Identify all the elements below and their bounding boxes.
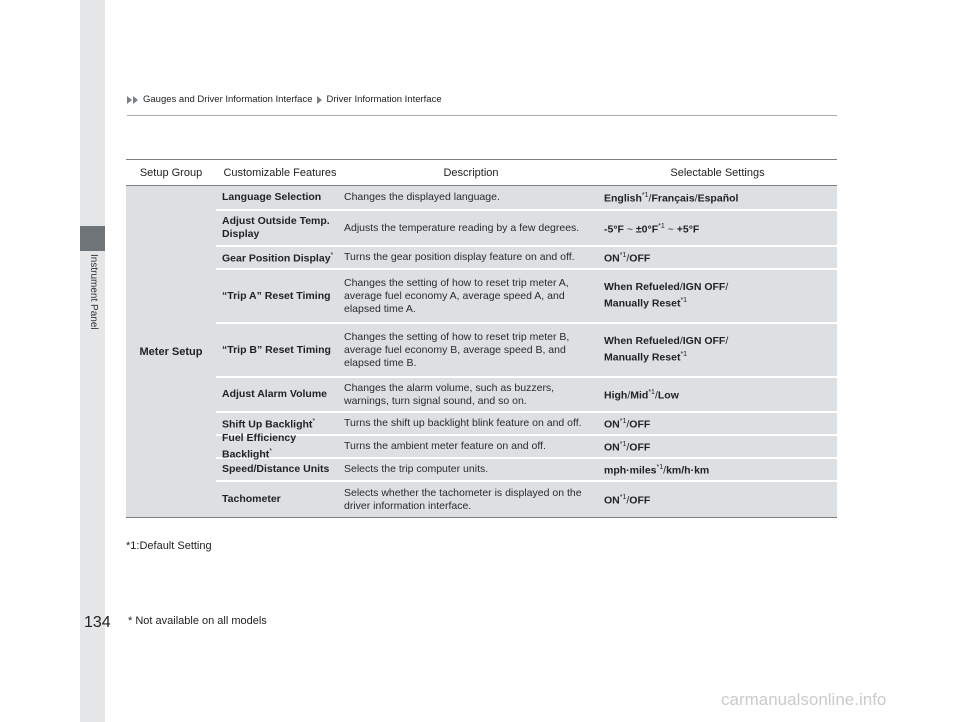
description-cell: Turns the gear position display feature on and off. [344, 251, 575, 263]
settings-cell [598, 335, 837, 365]
setting-option: English [604, 192, 642, 205]
feature-label: Speed/Distance Units [222, 463, 330, 475]
description-cell: Changes the alarm volume, such as buzzers, warnings, turn signal sound, and so on. [344, 381, 555, 407]
feature-cell [216, 432, 344, 462]
setting-option: OFF [629, 441, 651, 454]
feature-label: Adjust Outside Temp. Display [222, 215, 330, 240]
feature-cell [216, 249, 344, 266]
breadcrumb-item[interactable]: Driver Information Interface [326, 94, 442, 105]
feature-label: Tachometer [222, 493, 281, 505]
settings-separator: / [627, 389, 631, 402]
header-selectable-settings: Selectable Settings [670, 166, 765, 179]
setting-option: -5°F [604, 223, 624, 236]
setting-option: OFF [629, 494, 651, 507]
settings-cell [598, 249, 837, 266]
settings-cell [598, 438, 837, 455]
settings-separator: ~ [664, 223, 677, 236]
header-rule [127, 115, 837, 116]
settings-separator: / [679, 335, 683, 348]
setting-option: ±0°F [635, 223, 659, 236]
setting-option: ON [604, 418, 620, 431]
availability-note: * Not available on all models [128, 615, 267, 627]
breadcrumb-arrow-icon [317, 96, 322, 104]
settings-separator: / [626, 494, 630, 507]
setting-option: IGN OFF [682, 335, 726, 348]
table-row [216, 247, 837, 270]
feature-cell [216, 493, 344, 506]
settings-separator: / [694, 192, 698, 205]
availability-mark: * [330, 252, 334, 260]
feature-label: “Trip B” Reset Timing [222, 343, 331, 356]
settings-table [126, 159, 837, 518]
description-cell: Changes the setting of how to reset trip meter A, average fuel economy A, average speed A, and elapsed time A. [344, 276, 569, 315]
feature-label: “Trip A” Reset Timing [222, 289, 331, 302]
availability-mark: * [269, 447, 272, 455]
header-customizable-features: Customizable Features [223, 166, 337, 179]
setting-option: ON [604, 441, 620, 454]
setup-group-cell: Meter Setup [139, 345, 203, 358]
settings-separator: / [648, 192, 652, 205]
default-mark: *1 [656, 464, 664, 472]
settings-separator: / [654, 389, 658, 402]
breadcrumb-arrow-icon [133, 96, 138, 104]
settings-separator: ~ [623, 223, 636, 236]
table-row [216, 186, 837, 211]
setting-option: Low [657, 389, 679, 402]
settings-cell [598, 386, 837, 403]
description-cell: Selects the trip computer units. [344, 463, 489, 475]
table-rows [216, 186, 837, 517]
settings-cell [598, 461, 837, 478]
settings-separator: / [626, 252, 630, 265]
feature-cell [216, 290, 344, 303]
setting-option: Français [651, 192, 695, 205]
page-number: 134 [84, 614, 111, 631]
default-mark: *1 [619, 494, 627, 502]
default-setting-footnote: *1:Default Setting [126, 540, 212, 552]
settings-cell [598, 491, 837, 508]
settings-cell [598, 189, 837, 206]
setting-option: Manually Reset [604, 351, 681, 364]
setting-option: IGN OFF [682, 281, 726, 294]
feature-cell [216, 463, 344, 476]
setting-option: Manually Reset [604, 297, 681, 310]
description-cell: Changes the displayed language. [344, 191, 500, 203]
settings-separator: / [725, 335, 729, 348]
feature-label: Shift Up Backlight [222, 418, 313, 431]
settings-cell [598, 220, 837, 237]
description-cell: Turns the shift up backlight blink feature on and off. [344, 417, 582, 429]
feature-label: Adjust Alarm Volume [222, 388, 328, 400]
breadcrumb [127, 94, 442, 105]
setting-option: High [604, 389, 628, 402]
settings-cell [598, 415, 837, 432]
settings-separator: / [725, 281, 729, 294]
table-row [216, 431, 837, 461]
default-mark: *1 [658, 222, 665, 230]
default-mark: *1 [648, 389, 655, 397]
breadcrumb-arrow-icon [127, 96, 132, 104]
table-row [216, 378, 837, 413]
table-row [216, 482, 837, 517]
feature-cell [216, 415, 344, 432]
table-row [216, 324, 837, 378]
table-body [126, 186, 837, 517]
setting-option: OFF [629, 252, 651, 265]
setting-option: ON [604, 494, 620, 507]
header-setup-group: Setup Group [139, 166, 203, 179]
table-header [126, 160, 837, 186]
default-mark: *1 [619, 252, 627, 260]
description-cell: Selects whether the tachometer is displayed on the driver information interface. [344, 486, 582, 512]
default-mark: *1 [641, 192, 649, 200]
setting-option: OFF [629, 418, 651, 431]
default-mark: *1 [619, 441, 627, 449]
settings-separator: / [663, 464, 667, 477]
description-cell: Changes the setting of how to reset trip meter B, average fuel economy B, average speed B, and elapsed time B. [344, 330, 570, 369]
description-cell: Turns the ambient meter feature on and off. [344, 440, 546, 452]
feature-label: Fuel Efficiency Backlight [222, 431, 297, 461]
setting-option: ON [604, 252, 620, 265]
settings-separator: / [679, 281, 683, 294]
feature-cell [216, 344, 344, 357]
table-row [216, 270, 837, 324]
header-description: Description [443, 166, 499, 179]
table-row [216, 459, 837, 482]
feature-cell [216, 191, 344, 204]
side-section-label: Instrument Panel [88, 254, 99, 330]
feature-cell [216, 388, 344, 401]
default-mark: *1 [619, 418, 627, 426]
setting-option: Mid [630, 389, 649, 402]
setting-option: When Refueled [604, 281, 680, 294]
settings-cell [598, 281, 837, 311]
feature-label: Gear Position Display [222, 252, 331, 265]
availability-mark: * [312, 418, 316, 426]
breadcrumb-item[interactable]: Gauges and Driver Information Interface [143, 94, 313, 105]
table-row [216, 211, 837, 247]
setting-option: +5°F [676, 223, 700, 236]
default-mark: *1 [680, 297, 688, 305]
watermark: carmanualsonline.info [721, 690, 887, 709]
setting-option: Español [697, 192, 739, 205]
feature-cell [216, 215, 344, 241]
side-section-marker [80, 226, 105, 251]
default-mark: *1 [680, 351, 688, 359]
description-cell: Adjusts the temperature reading by a few degrees. [344, 221, 580, 234]
settings-separator: / [626, 418, 630, 431]
setting-option: km/h·km [666, 464, 710, 477]
settings-separator: / [626, 441, 630, 454]
setting-option: mph·miles [604, 464, 657, 477]
setting-option: When Refueled [604, 335, 680, 348]
feature-label: Language Selection [222, 191, 322, 203]
